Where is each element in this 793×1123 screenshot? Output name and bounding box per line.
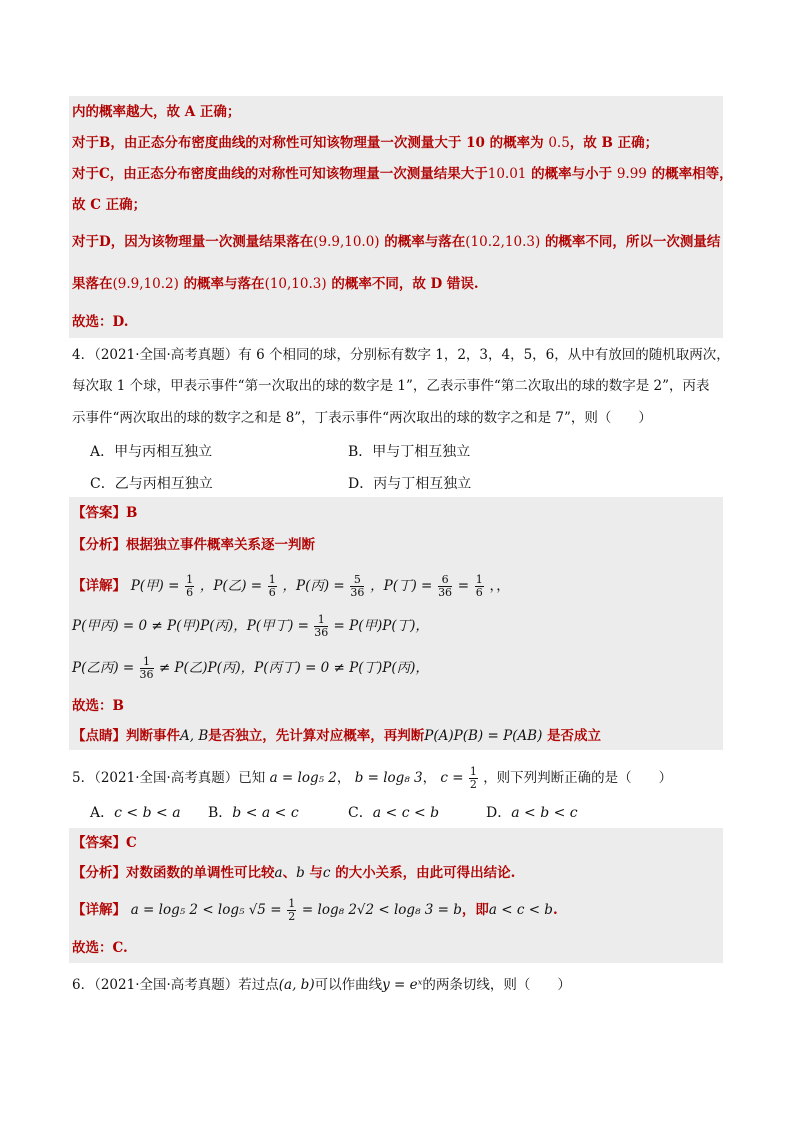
q5-option-d: D．a < b < c xyxy=(486,805,578,821)
q5-option-a: A．c < b < a xyxy=(90,805,181,821)
fraction: $\frac{1}{36}$ xyxy=(139,655,154,681)
fraction: $\frac{1}{6}$ xyxy=(268,573,276,599)
q5-answer: 【答案】C xyxy=(72,835,137,851)
q4-answer: 【答案】B xyxy=(72,505,138,521)
q3-solution-block xyxy=(69,96,723,338)
q4-option-a: A．甲与丙相互独立 xyxy=(90,444,213,460)
q3-answer: 故选：D. xyxy=(72,314,129,330)
q4-analysis: 【分析】根据独立事件概率关系逐一判断 xyxy=(72,537,315,553)
q4-option-b: B．甲与丁相互独立 xyxy=(348,444,471,460)
q3-solution-line4: 故 C 正确； xyxy=(72,197,147,213)
q5-detail: 【详解】 a = log₅ 2 < log₅ √5 = $\frac{1}{2}$ = log₈ 2√2 < log₈ 3 = b，即a < c < b. xyxy=(72,897,558,923)
fraction: $\frac{1}{36}$ xyxy=(314,613,329,639)
fraction: $\frac{1}{6}$ xyxy=(186,573,194,599)
q5-option-b: B．b < a < c xyxy=(208,805,299,821)
q4-stem-line1: 4．（2021·全国·高考真题）有 6 个相同的球，分别标有数字 1，2，3，4，5，6，从中有放回的随机取两次， xyxy=(72,347,730,363)
q5-choose: 故选：C. xyxy=(72,940,128,956)
q3-solution-line1: 内的概率越大，故 A 正确； xyxy=(72,104,241,120)
fraction: $\frac{1}{2}$ xyxy=(288,897,296,923)
q3-solution-line2: 对于B，由正态分布密度曲线的对称性可知该物理量一次测量大于 10 的概率为 0.5，故 B 正确； xyxy=(72,135,659,151)
q4-option-d: D．丙与丁相互独立 xyxy=(348,476,472,492)
q4-option-c: C．乙与丙相互独立 xyxy=(90,476,213,492)
q4-point: 【点睛】判断事件A, B是否独立，先计算对应概率，再判断P(A)P(B) = P(AB) 是否成立 xyxy=(72,728,602,744)
fraction: $\frac{1}{2}$ xyxy=(469,765,477,791)
q5-option-c: C．a < c < b xyxy=(348,805,440,821)
q4-detail-line2: P(甲丙) = 0 ≠ P(甲)P(丙)，P(甲丁) = $\frac{1}{36}$ = P(甲)P(丁)， xyxy=(72,613,429,639)
q6-stem: 6．（2021·全国·高考真题）若过点(a, b)可以作曲线y = eˣ的两条切线，则（ ） xyxy=(72,977,571,993)
q4-detail-line3: P(乙丙) = $\frac{1}{36}$ ≠ P(乙)P(丙)，P(丙丁) = 0 ≠ P(丁)P(丙)， xyxy=(72,655,429,681)
fraction: $\frac{5}{36}$ xyxy=(350,573,365,599)
q4-stem-line3: 示事件“两次取出的球的数字之和是 8”，丁表示事件“两次取出的球的数字之和是 7”，则（ ） xyxy=(72,410,652,426)
q4-choose: 故选：B xyxy=(72,698,124,714)
fraction: $\frac{1}{6}$ xyxy=(475,573,483,599)
q5-analysis: 【分析】对数函数的单调性可比较a、b 与c 的大小关系，由此可得出结论. xyxy=(72,865,516,881)
fraction: $\frac{6}{36}$ xyxy=(438,573,453,599)
q4-detail-line1: 【详解】 P(甲) = $\frac{1}{6}$ ，P(乙) = $\frac{1}{6}$ ，P(丙) = $\frac{5}{36}$ ，P(丁) = $\frac{6}{36}$ = $\frac{1}{6}$ ，， xyxy=(72,573,510,599)
q5-stem: 5．（2021·全国·高考真题）已知 a = log₅ 2， b = log₈ 3， c = $\frac{1}{2}$ ，则下列判断正确的是（ ） xyxy=(72,765,673,791)
q4-stem-line2: 每次取 1 个球，甲表示事件“第一次取出的球的数字是 1”，乙表示事件“第二次取出的球的数字是 2”，丙表 xyxy=(72,378,710,394)
q3-solution-line6: 果落在(9.9,10.2) 的概率与落在(10,10.3) 的概率不同，故 D 错误. xyxy=(72,276,479,292)
q3-solution-line3: 对于C，由正态分布密度曲线的对称性可知该物理量一次测量结果大于10.01 的概率与小于 9.99 的概率相等， xyxy=(72,166,733,182)
q3-solution-line5: 对于D，因为该物理量一次测量结果落在(9.9,10.0) 的概率与落在(10.2,10.3) 的概率不同，所以一次测量结 xyxy=(72,234,721,250)
